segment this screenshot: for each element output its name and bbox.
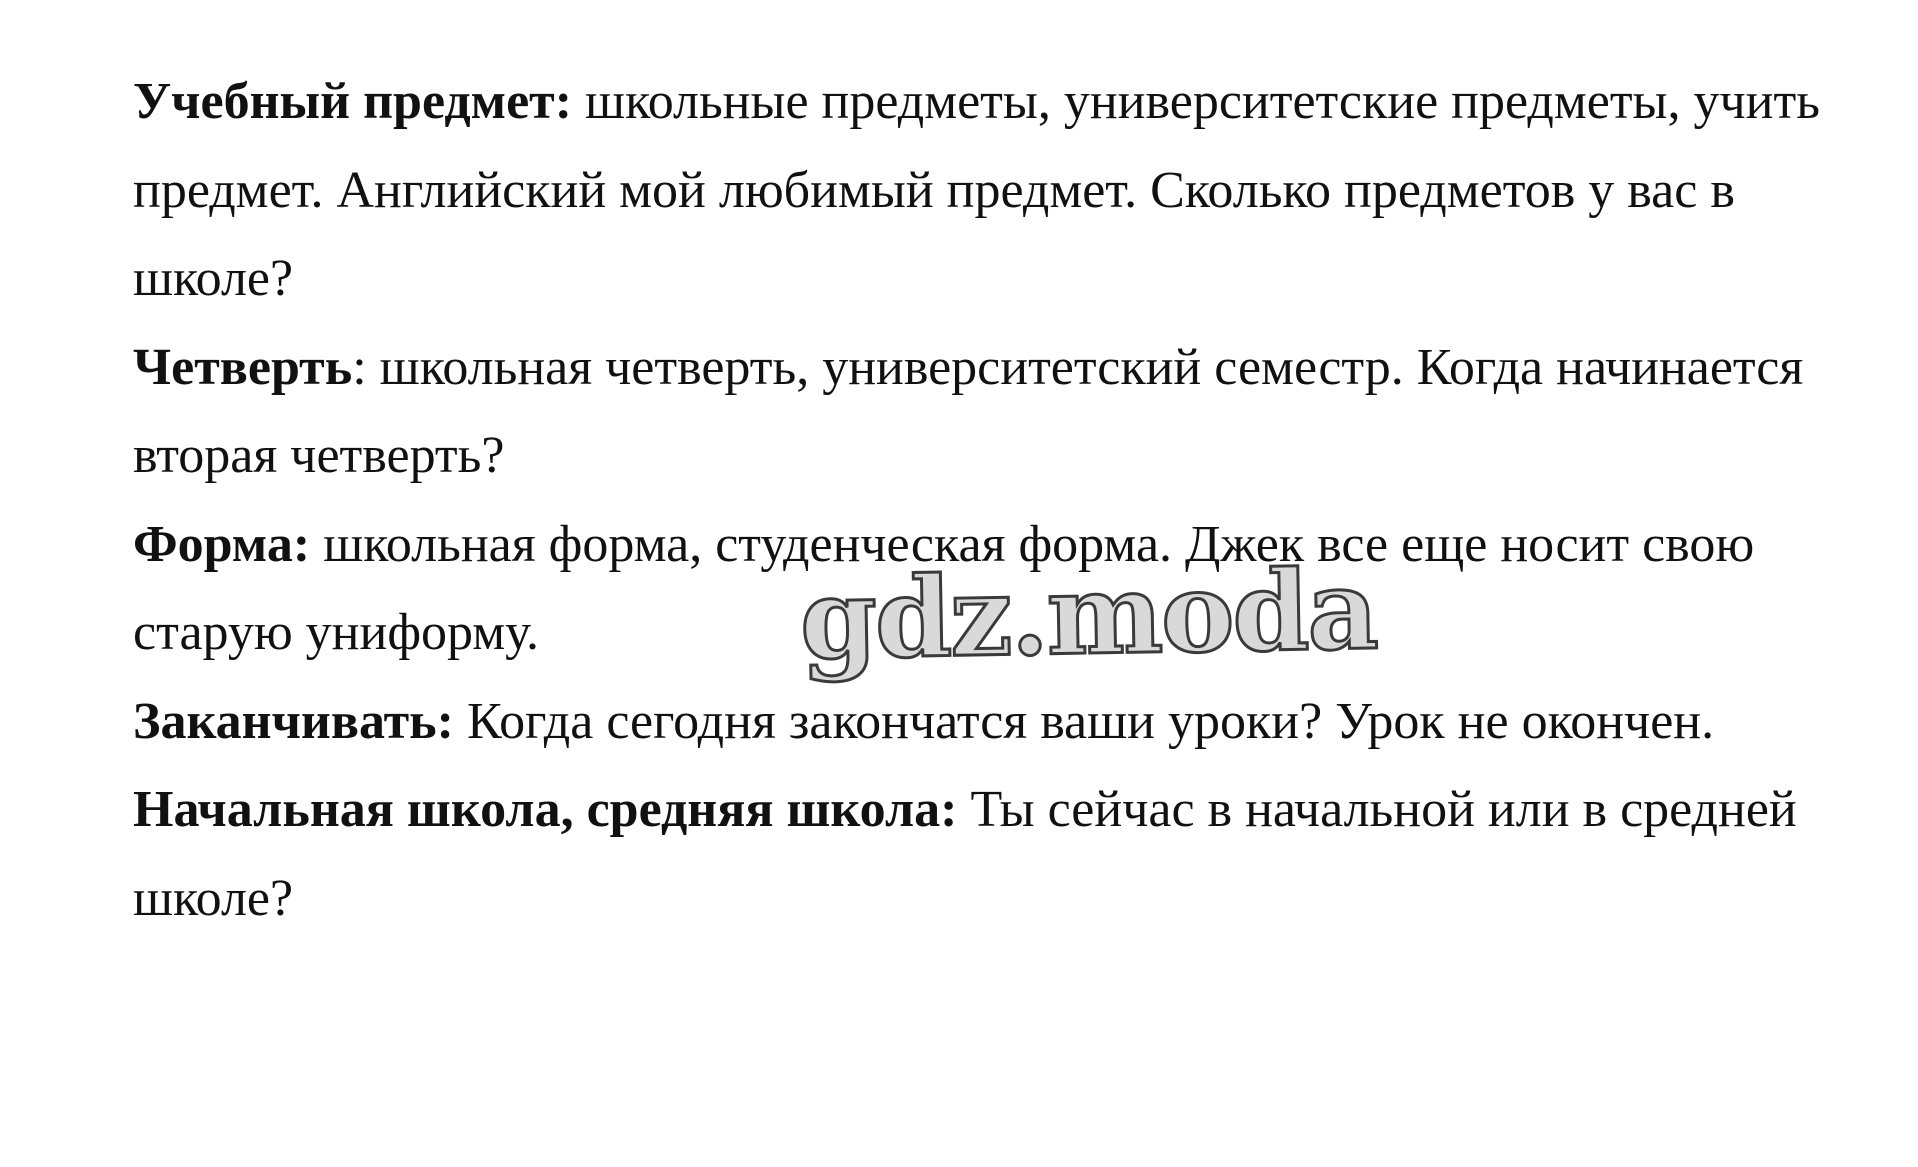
entry-text: : школьная четверть, университетский семестр. Когда начинается вторая четверть? [133,338,1804,484]
entry-subject [133,58,1873,324]
entry-school-levels [133,766,1873,943]
entry-term: Форма: [133,515,311,573]
entry-quarter [133,324,1873,501]
document-body [133,58,1873,943]
entry-text: школьные предметы, университетские предметы, учить предмет. Английский мой любимый предмет. Сколько предметов у вас в школе? [133,73,1820,307]
entry-term: Учебный предмет: [133,73,573,130]
entry-text: Когда сегодня закончатся ваши уроки? Урок не окончен. [453,692,1715,750]
entry-term: Начальная школа, средняя школа: [133,781,958,838]
entry-term: Заканчивать: [133,692,454,750]
entry-uniform [133,501,1873,685]
entry-term: Четверть [133,338,353,396]
entry-text: Ты сейчас в начальной или в средней школе? [133,781,1797,927]
watermark: gdz.moda [798,544,1378,685]
entry-text: школьная форма, студенческая форма. Джек все еще носит свою старую униформу. [133,515,1755,661]
entry-finish [133,678,1873,767]
